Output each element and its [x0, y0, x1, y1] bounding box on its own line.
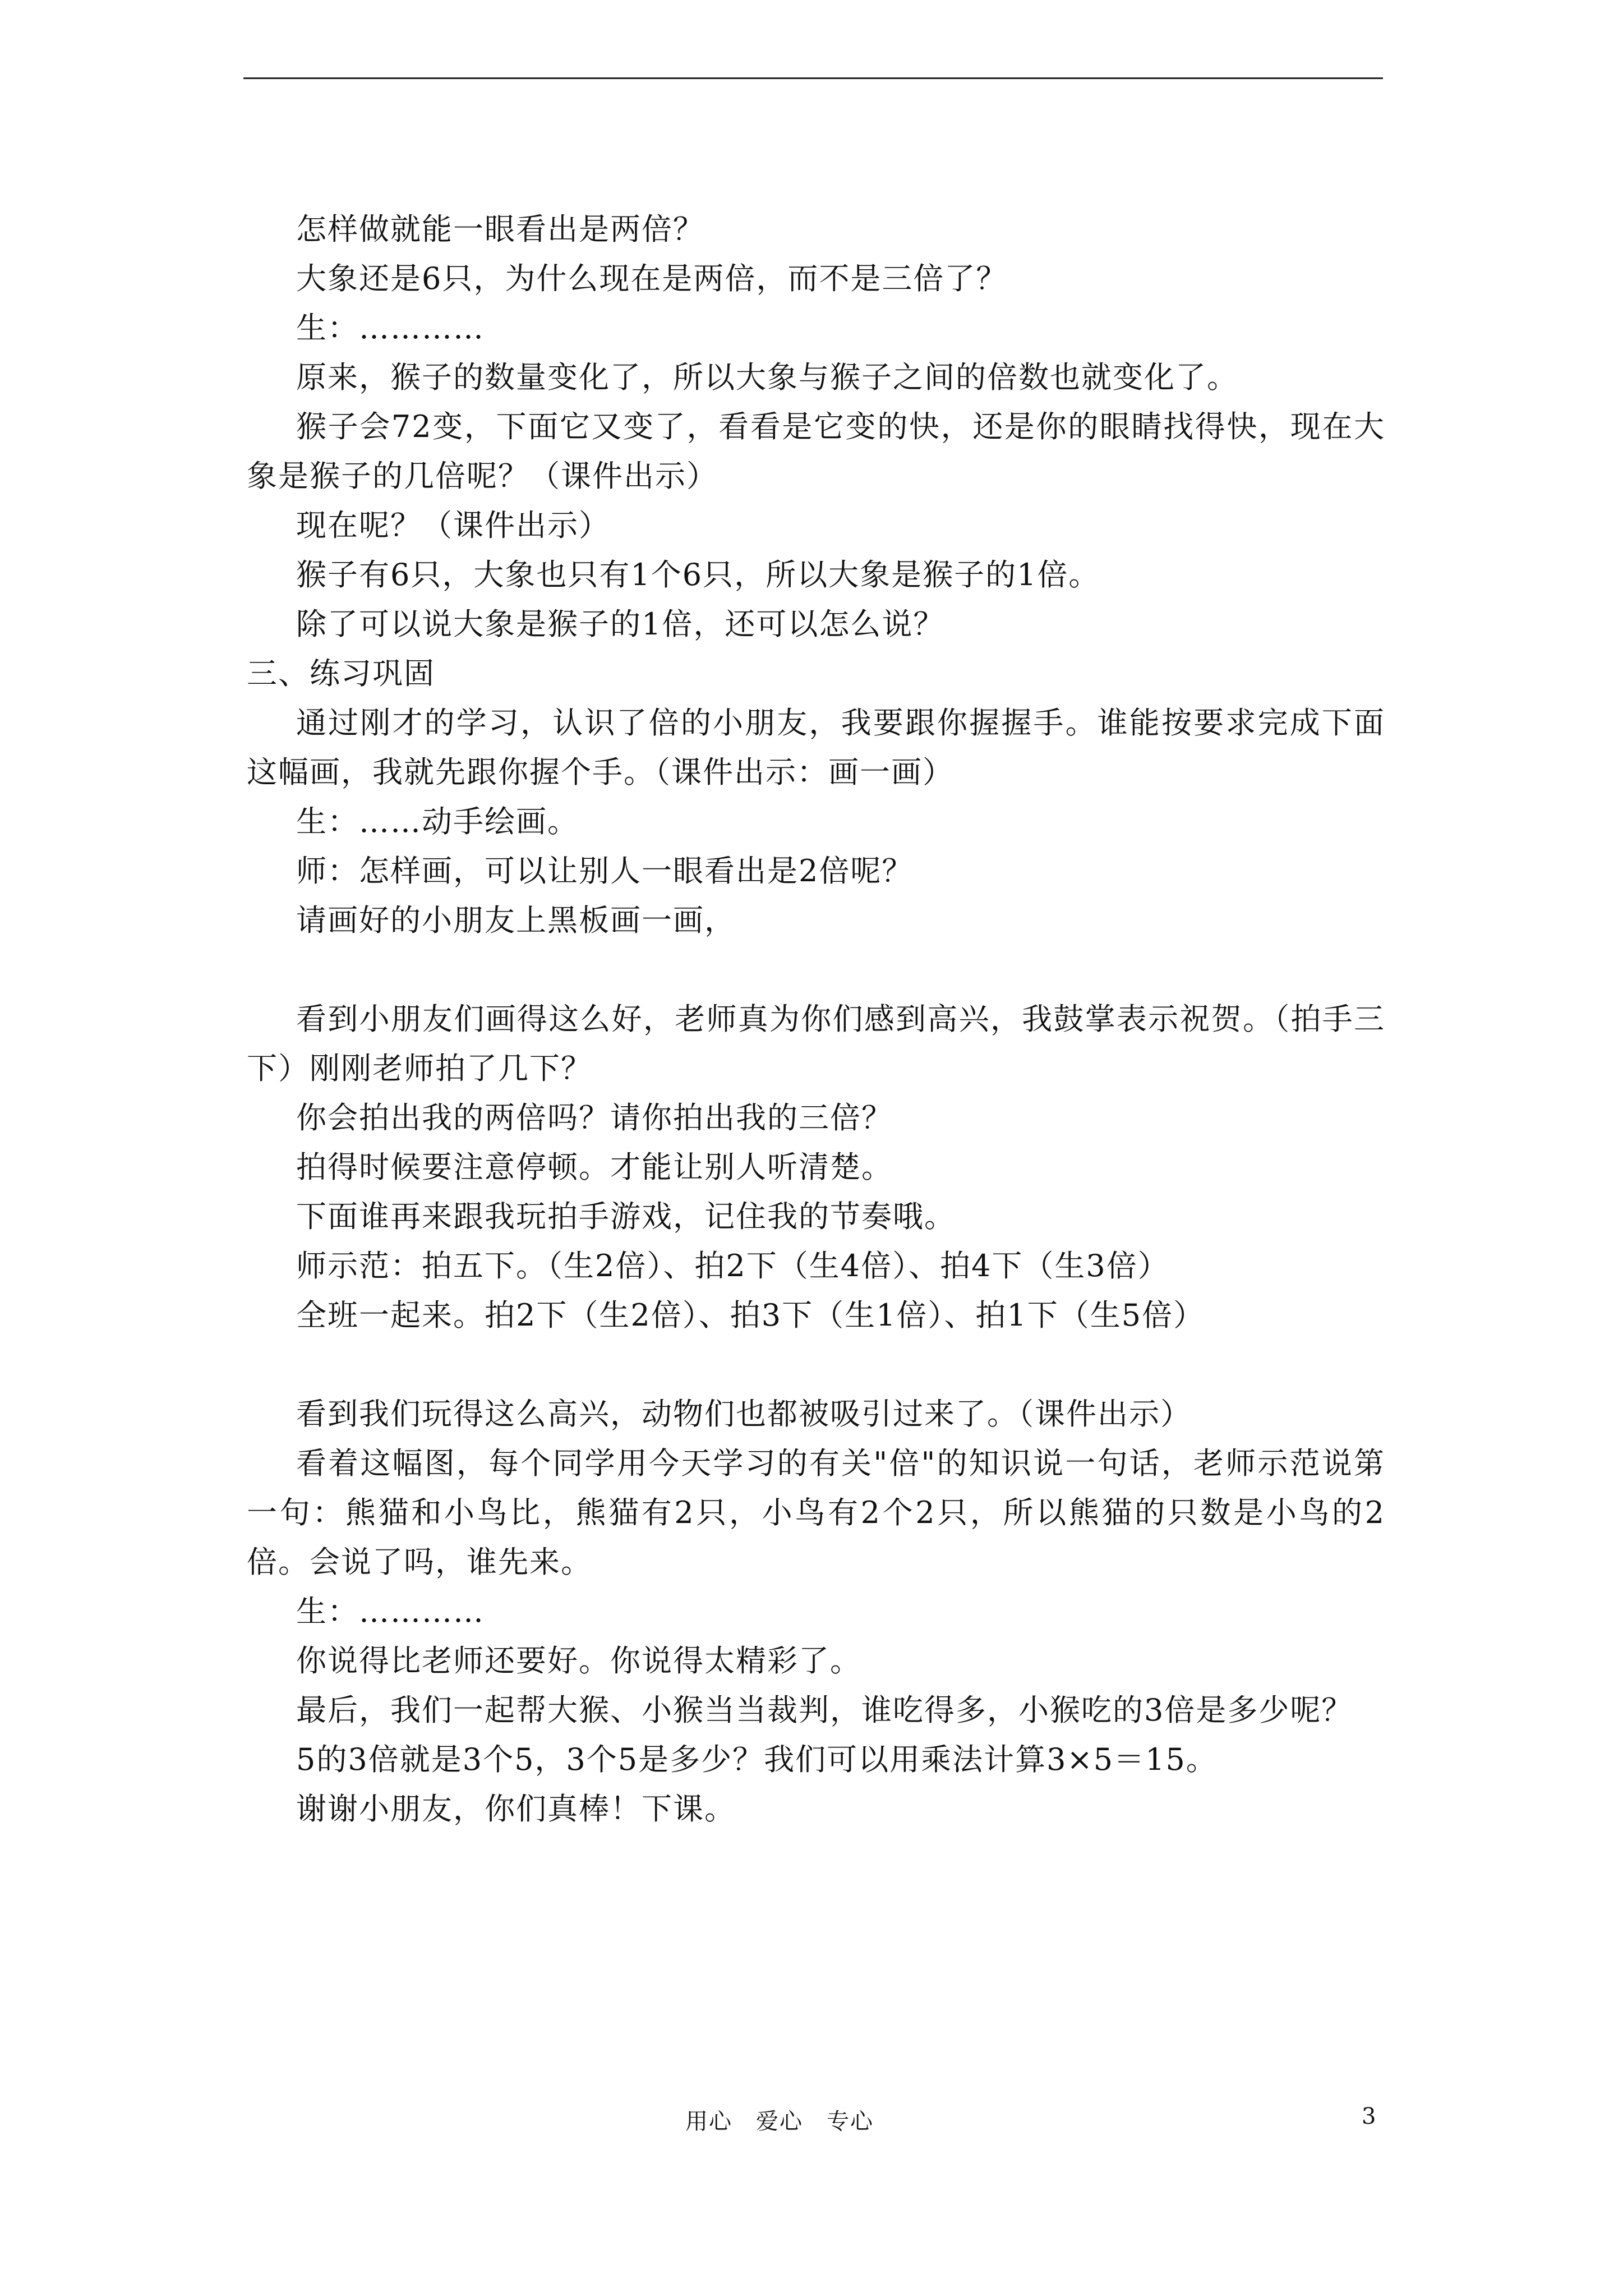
- page-number: 3: [1362, 2104, 1376, 2129]
- paragraph: 现在呢？（课件出示）: [296, 508, 610, 543]
- paragraph: 看着这幅图，每个同学用今天学习的有关"倍"的知识说一句话，老师示范说第一句：熊猫和小鸟比，熊猫有2只，小鸟有2个2只，所以熊猫的只数是小鸟的2倍。会说了吗，谁先来。: [247, 1446, 1385, 1580]
- paragraph: 大象还是6只，为什么现在是两倍，而不是三倍了？: [296, 261, 1008, 296]
- paragraph: 原来，猴子的数量变化了，所以大象与猴子之间的倍数也就变化了。: [296, 360, 1238, 395]
- paragraph: 全班一起来。拍2下（生2倍）、拍3下（生1倍）、拍1下（生5倍）: [296, 1297, 1205, 1333]
- header-rule: [243, 77, 1383, 79]
- paragraph: 怎样做就能一眼看出是两倍？: [296, 211, 704, 247]
- footer-motto: 用心 爱心 专心: [685, 2109, 874, 2134]
- blank-line: [247, 945, 1385, 995]
- paragraph: 拍得时候要注意停顿。才能让别人听清楚。: [296, 1149, 893, 1185]
- paragraph: 师：怎样画，可以让别人一眼看出是2倍呢？: [296, 853, 914, 889]
- paragraph: 看到我们玩得这么高兴，动物们也都被吸引过来了。（课件出示）: [296, 1396, 1192, 1432]
- paragraph: 请画好的小朋友上黑板画一画，: [296, 903, 736, 938]
- paragraph: 谢谢小朋友，你们真棒！下课。: [296, 1791, 736, 1826]
- paragraph: 师示范：拍五下。（生2倍）、拍2下（生4倍）、拍4下（生3倍）: [296, 1248, 1169, 1283]
- paragraph: 5的3倍就是3个5，3个5是多少？我们可以用乘法计算3×5＝15。: [296, 1742, 1218, 1777]
- paragraph: 你说得比老师还要好。你说得太精彩了。: [296, 1643, 861, 1678]
- paragraph: 除了可以说大象是猴子的1倍，还可以怎么说？: [296, 606, 945, 642]
- paragraph: 下面谁再来跟我玩拍手游戏，记住我的节奏哦。: [296, 1199, 956, 1234]
- paragraph: 生：…………: [296, 310, 485, 346]
- document-body: [247, 205, 1385, 1834]
- paragraph: 你会拍出我的两倍吗？请你拍出我的三倍？: [296, 1100, 893, 1135]
- paragraph: 猴子会72变，下面它又变了，看看是它变的快，还是你的眼睛找得快，现在大象是猴子的几倍呢？（课件出示）: [247, 409, 1385, 494]
- paragraph: 通过刚才的学习，认识了倍的小朋友，我要跟你握握手。谁能按要求完成下面这幅画，我就先跟你握个手。（课件出示：画一画）: [247, 705, 1385, 790]
- section-heading: 三、练习巩固: [247, 656, 435, 691]
- paragraph: 生：……动手绘画。: [296, 804, 579, 839]
- paragraph: 看到小朋友们画得这么好，老师真为你们感到高兴，我鼓掌表示祝贺。（拍手三下）刚刚老师拍了几下？: [247, 1001, 1385, 1086]
- blank-line: [247, 1340, 1385, 1389]
- paragraph: 猴子有6只，大象也只有1个6只，所以大象是猴子的1倍。: [296, 557, 1100, 592]
- paragraph: 生：…………: [296, 1594, 485, 1629]
- paragraph: 最后，我们一起帮大猴、小猴当当裁判，谁吃得多，小猴吃的3倍是多少呢？: [296, 1692, 1353, 1728]
